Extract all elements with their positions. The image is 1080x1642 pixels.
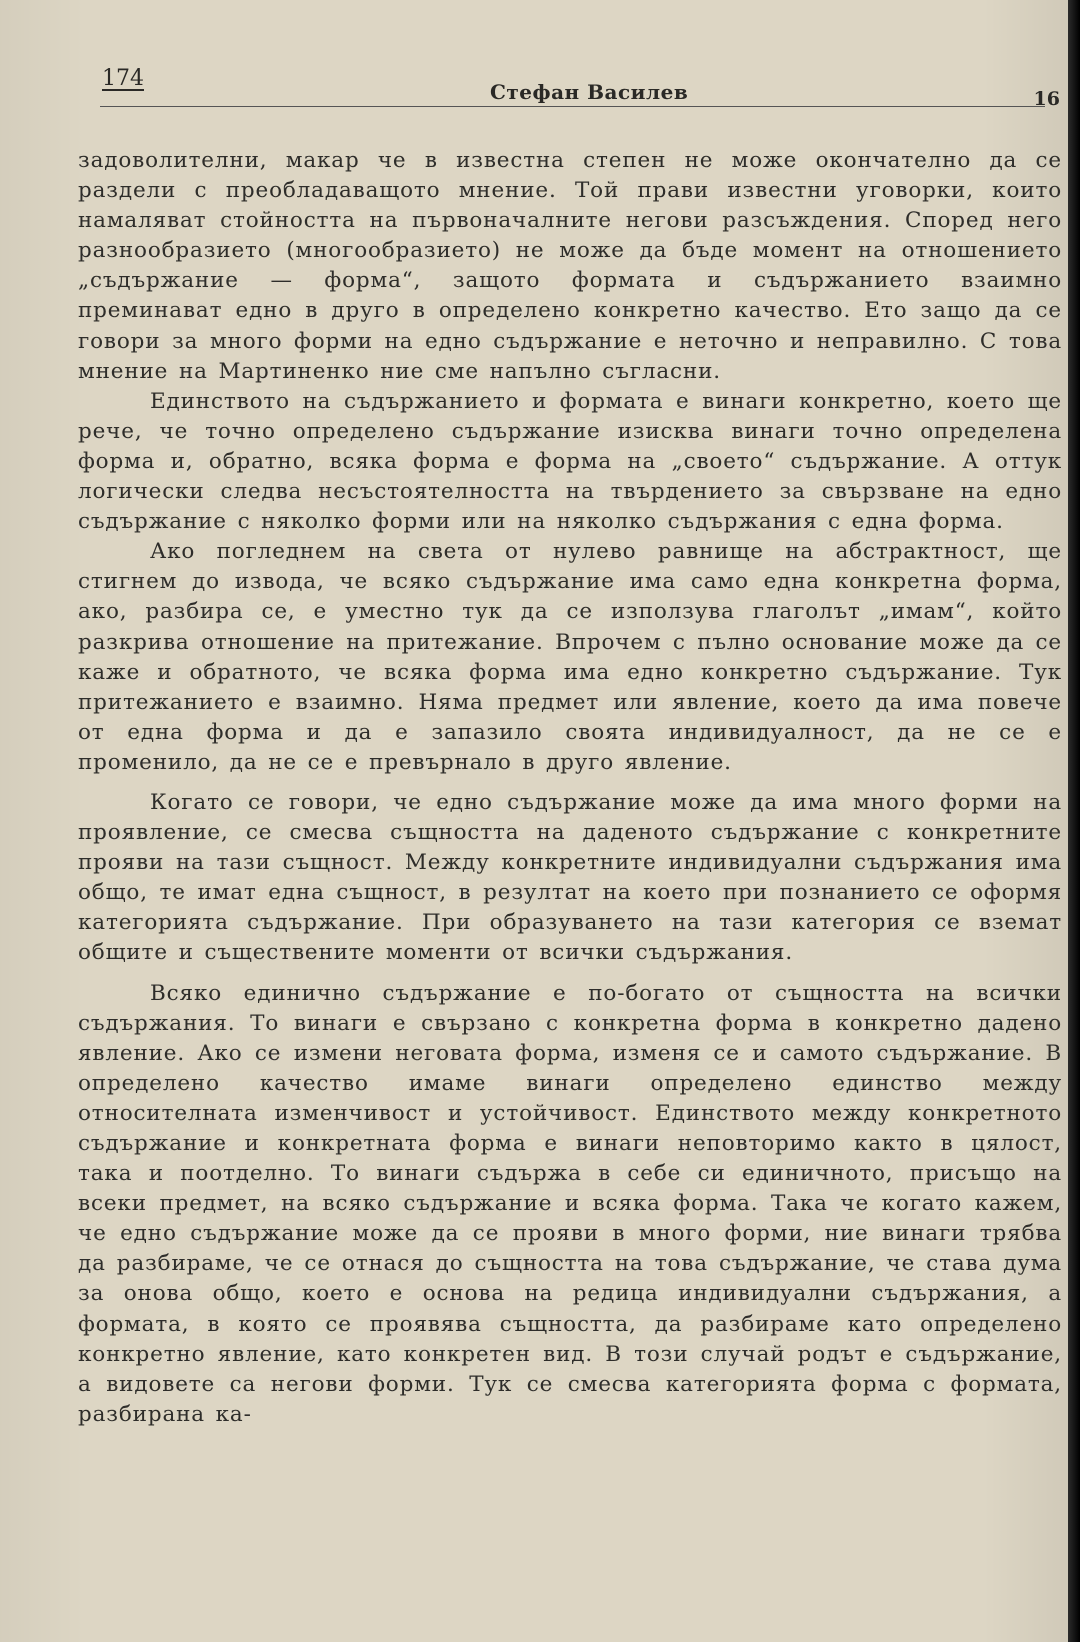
page-number: 174 (102, 66, 144, 91)
paragraph-5: Всяко единично съдържание е по-богато от същността на всички съдържания. То винаги е свързано с конкретна форма в конкретно дадено явление. Ако се измени неговата форма, изменя се и самото съдържание. В определено качество имаме винаги определено единство между относителната изменчивост и устойчивост. Единството между конкретното съдържание и конкретната форма е винаги неповторимо както в цялост, така и поотделно. То винаги съдържа в себе си единичното, присъщо на всеки предмет, на всяко съдържание и всяка форма. Така че когато кажем, че едно съдържание може да се прояви в много форми, ние винаги трябва да разбираме, че се отнася до същността на това съдържание, че става дума за онова общо, което е основа на редица индивидуални съдържания, а формата, в която се проявява същността, да разбираме като определено конкретно явление, като конкретен вид. В този случай родът е съдържание, а видовете са негови форми. Тук се смесва категорията форма с формата, разбирана ка- (78, 980, 1062, 1427)
header-rule (100, 106, 1045, 107)
paragraph-1: задоволителни, макар че в известна степен не може окончателно да се раздели с преобладаващото мнение. Той прави известни уговорки, които намаляват стойността на първоначалните негови разсъждения. Според него разнообразието (многообразието) не може да бъде момент на отношението „съдържание — форма“, защото формата и съдържанието взаимно преминават едно в друго в определено конкретно качество. Ето защо да се говори за много форми на едно съдържание е неточно и неправилно. С това мнение на Мартиненко ние сме напълно съгласни. (78, 148, 1062, 384)
running-head-author: Стефан Василев (490, 80, 689, 104)
paragraph-4: Когато се говори, че едно съдържание може да има много форми на проявление, се смесва същността на даденото съдържание с конкретните прояви на тази същност. Между конкретните индивидуални съдържания има общо, те имат една същност, в резултат на което при познанието се оформя категорията съдържание. При образуването на тази категория се вземат общите и съществените моменти от всички съдържания. (78, 789, 1062, 966)
paragraph-2: Единството на съдържанието и формата е винаги конкретно, което ще рече, че точно определено съдържание изисква винаги точно определена форма и, обратно, всяка форма е форма на „своето“ съдържание. А оттук логически следва несъстоятелността на твърдението за свързване на едно съдържание с няколко форми или на няколко съдържания с една форма. (78, 388, 1062, 535)
paragraph-3: Ако погледнем на света от нулево равнище на абстрактност, ще стигнем до извода, че всяко съдържание има само една конкретна форма, ако, разбира се, е уместно тук да се използува глаголът „имам“, който разкрива отношение на притежание. Впрочем с пълно основание може да се каже и обратното, че всяка форма има едно конкретно съдържание. Тук притежанието е взаимно. Няма предмет или явление, което да има повече от една форма и да е запазило своята индивидуалност, да не се е променило, да не се е превърнало в друго явление. (78, 539, 1062, 775)
facing-page-number: 16 (1033, 88, 1060, 110)
book-spine-edge (1068, 0, 1080, 1642)
body-text (78, 146, 1062, 1430)
page-header (100, 66, 1062, 126)
